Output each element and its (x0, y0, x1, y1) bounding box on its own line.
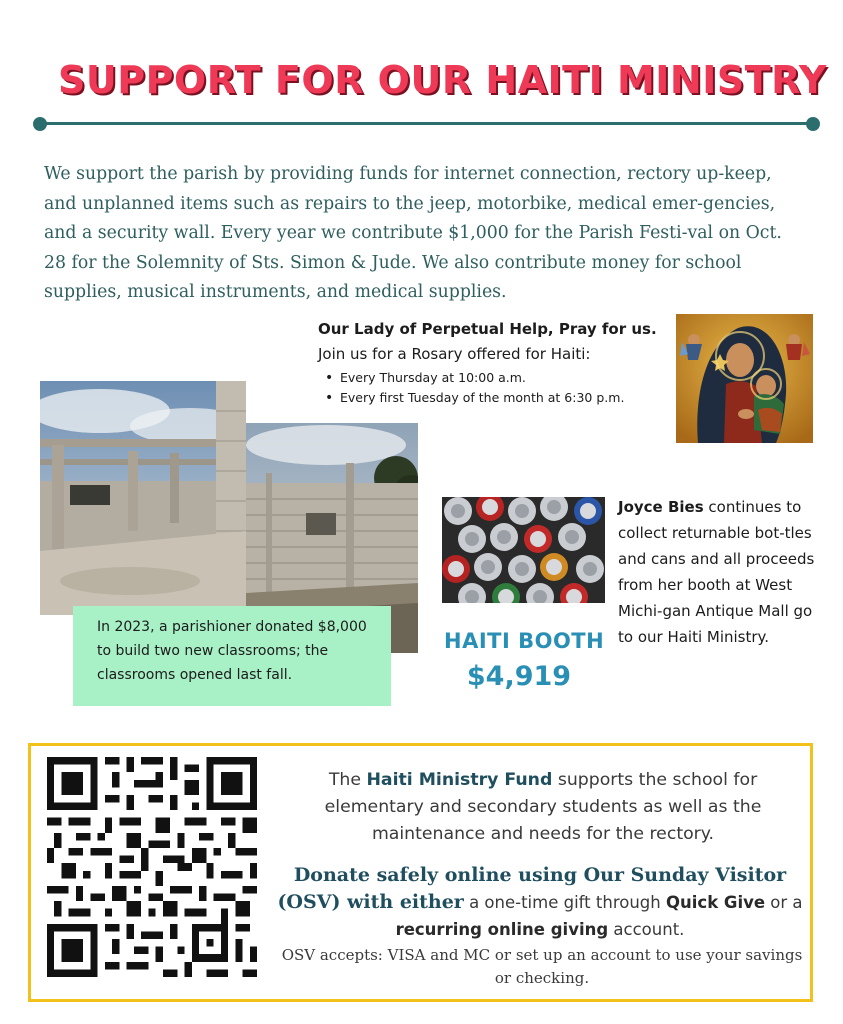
joyce-paragraph (618, 494, 818, 650)
divider-dot-right (806, 117, 820, 131)
haiti-booth-amount: $4,919 (466, 661, 572, 692)
donate-heading: Donate safely online using Our Sunday Visitor (OSV) with either (277, 864, 787, 913)
qr-code-icon[interactable] (47, 757, 257, 977)
joyce-name: Joyce Bies (618, 498, 704, 516)
donate-instructions (268, 862, 812, 943)
prayer-invite: Join us for a Rosary offered for Haiti: (318, 345, 591, 363)
list-item: • Every Thursday at 10:00 a.m. (322, 368, 624, 388)
list-item: • Every first Tuesday of the month at 6:30 p.m. (322, 388, 624, 408)
page-title: SUPPORT FOR OUR HAITI MINISTRY (58, 58, 827, 102)
fund-desc-pre: The (328, 770, 367, 790)
classroom-donation-caption: In 2023, a parishioner donated $8,000 to build two new classrooms; the classrooms opened last fall. (73, 606, 391, 706)
donate-text-3: account. (608, 920, 685, 939)
prayer-heading: Our Lady of Perpetual Help, Pray for us. (318, 320, 657, 338)
haiti-booth-label: HAITI BOOTH (444, 629, 605, 653)
quick-give-link[interactable]: Quick Give (665, 893, 766, 912)
fund-desc-post: supports the school for elementary and secondary students as well as the maintenance and needs for the rectory. (324, 770, 762, 844)
donate-text-2: or a (765, 893, 803, 912)
perpetual-help-icon-image (676, 314, 813, 443)
title-divider (40, 122, 814, 125)
rosary-times-list (322, 368, 624, 408)
joyce-text: continues to collect returnable bot-tles and cans and all proceeds from her booth at West Michi-gan Antique Mall go to our Haiti Ministry. (618, 498, 815, 646)
cans-photo (442, 497, 605, 603)
divider-dot-left (33, 117, 47, 131)
recurring-giving-link[interactable]: recurring online giving (395, 920, 609, 939)
fund-description (284, 767, 802, 848)
osv-accepts-note: OSV accepts: VISA and MC or set up an account to use your savings or checking. (281, 946, 803, 987)
fund-name: Haiti Ministry Fund (366, 770, 553, 790)
intro-paragraph: We support the parish by providing funds for internet connection, rectory up-keep, and unplanned items such as repairs to the jeep, motorbike, medical emer-gencies, and a security wall. Every year we contribute $1,000 for the Parish Festi-val on Oct. 28 for the Solemnity of Sts. Simon & Jude. We also contribute money for school supplies, musical instruments, and medical supplies. (44, 164, 782, 302)
donate-text-1: a one-time gift through (463, 893, 666, 912)
construction-photo-interior (40, 381, 246, 615)
